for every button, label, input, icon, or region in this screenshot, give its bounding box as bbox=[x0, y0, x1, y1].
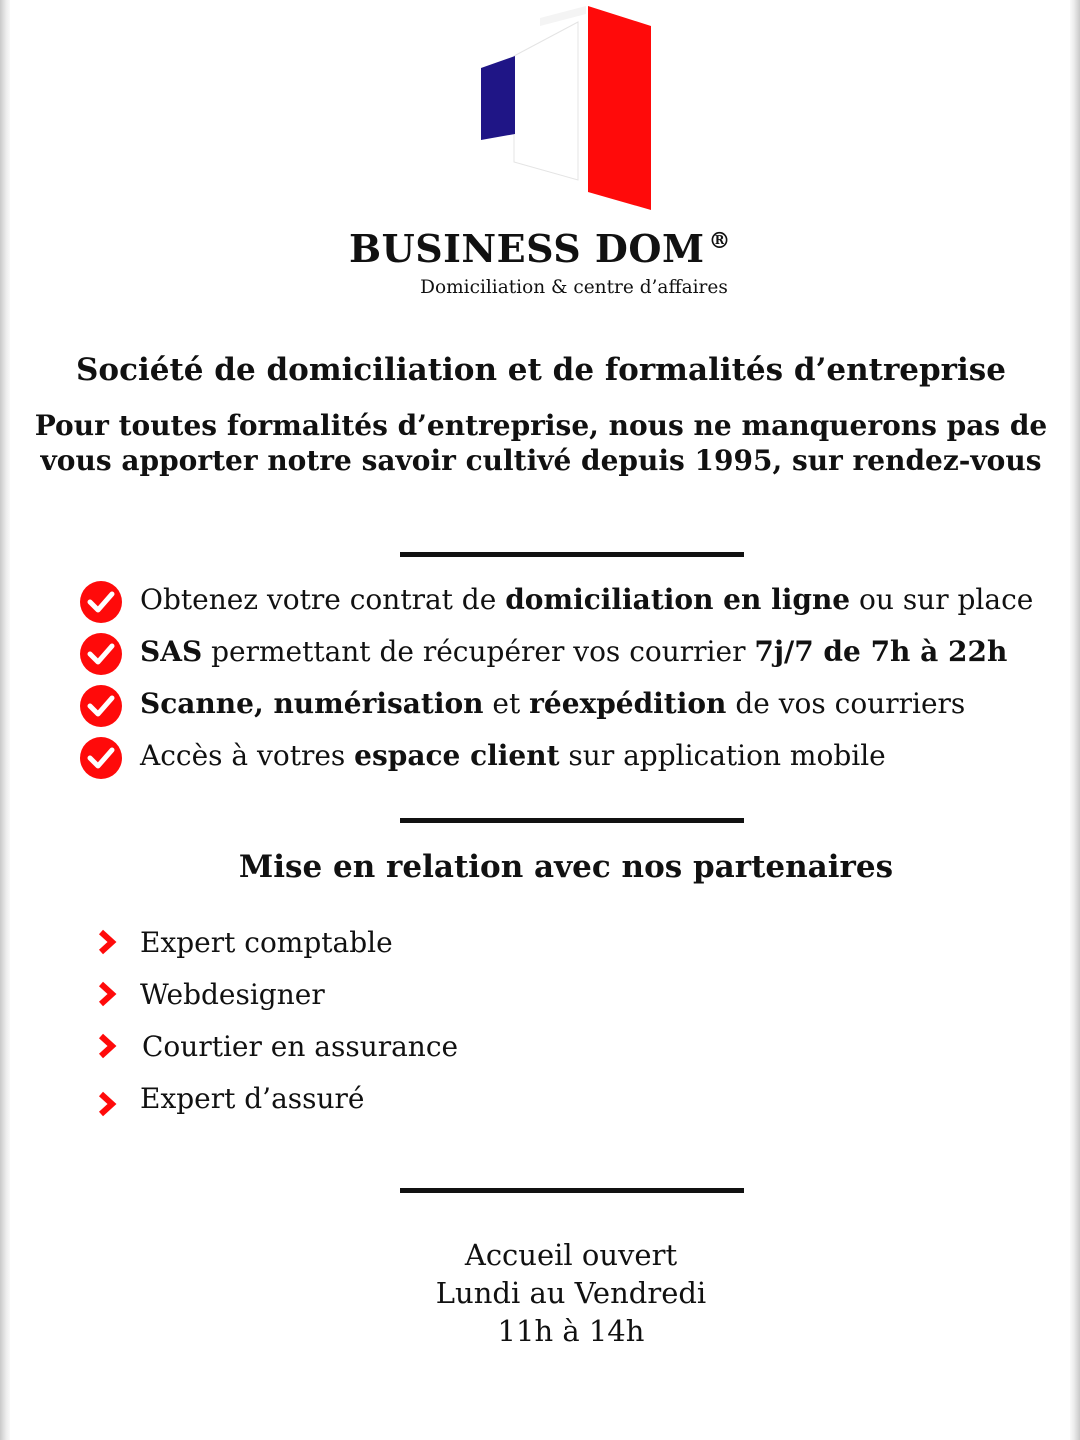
hours-line-2: Lundi au Vendredi bbox=[435, 1276, 707, 1310]
logo-white-back bbox=[540, 6, 586, 26]
divider-3 bbox=[400, 1188, 744, 1193]
partner-item bbox=[94, 1028, 694, 1080]
partner-label: Webdesigner bbox=[140, 978, 325, 1011]
chevron-right-icon bbox=[94, 1032, 120, 1060]
logo-white-panel bbox=[514, 22, 578, 180]
feature-text: Obtenez votre contrat de domiciliation en ligne ou sur place bbox=[140, 583, 1034, 616]
check-circle-icon bbox=[78, 631, 124, 677]
check-circle-icon bbox=[78, 579, 124, 625]
hours-line-1: Accueil ouvert bbox=[464, 1238, 678, 1272]
intro-line-2: vous apporter notre savoir cultivé depuis 1995, sur rendez-vous bbox=[40, 444, 1042, 477]
logo-red-panel bbox=[588, 6, 651, 210]
logo-blue-panel bbox=[481, 56, 515, 140]
check-circle-icon bbox=[78, 683, 124, 729]
intro-text bbox=[0, 408, 1080, 478]
brand-logo bbox=[470, 4, 670, 214]
feature-text: Accès à votres espace client sur application mobile bbox=[140, 739, 886, 772]
partner-item bbox=[94, 924, 694, 976]
check-circle-icon bbox=[78, 735, 124, 781]
divider-1 bbox=[400, 552, 744, 557]
brand-tagline: Domiciliation & centre d’affaires bbox=[420, 277, 728, 298]
feature-list bbox=[78, 578, 1058, 786]
partner-list bbox=[94, 924, 694, 1132]
partner-label: Expert comptable bbox=[140, 926, 393, 959]
chevron-right-icon bbox=[94, 928, 120, 956]
divider-2 bbox=[400, 818, 744, 823]
partners-heading: Mise en relation avec nos partenaires bbox=[238, 849, 894, 885]
feature-item bbox=[78, 682, 1058, 734]
chevron-right-icon bbox=[94, 980, 120, 1008]
page-edge-right bbox=[1070, 0, 1080, 1440]
intro-line-1: Pour toutes formalités d’entreprise, nous ne manquerons pas de bbox=[34, 409, 1048, 442]
partner-item bbox=[94, 1080, 694, 1132]
feature-item bbox=[78, 578, 1058, 630]
page-edge-left bbox=[0, 0, 10, 1440]
page-heading: Société de domiciliation et de formalités d’entreprise bbox=[76, 352, 1006, 388]
feature-text: Scanne, numérisation et réexpédition de vos courriers bbox=[140, 687, 966, 720]
registered-mark: ® bbox=[708, 228, 732, 254]
hours-line-3: 11h à 14h bbox=[497, 1314, 645, 1348]
partner-item bbox=[94, 976, 694, 1028]
partner-label: Expert d’assuré bbox=[140, 1082, 365, 1115]
feature-item bbox=[78, 734, 1058, 786]
brand-name: BUSINESS DOM ® bbox=[348, 226, 732, 271]
feature-item bbox=[78, 630, 1058, 682]
feature-text: SAS permettant de récupérer vos courrier 7j/7 de 7h à 22h bbox=[140, 635, 1008, 668]
opening-hours bbox=[0, 1236, 1080, 1350]
partner-label: Courtier en assurance bbox=[142, 1030, 459, 1063]
chevron-right-icon bbox=[94, 1090, 120, 1118]
